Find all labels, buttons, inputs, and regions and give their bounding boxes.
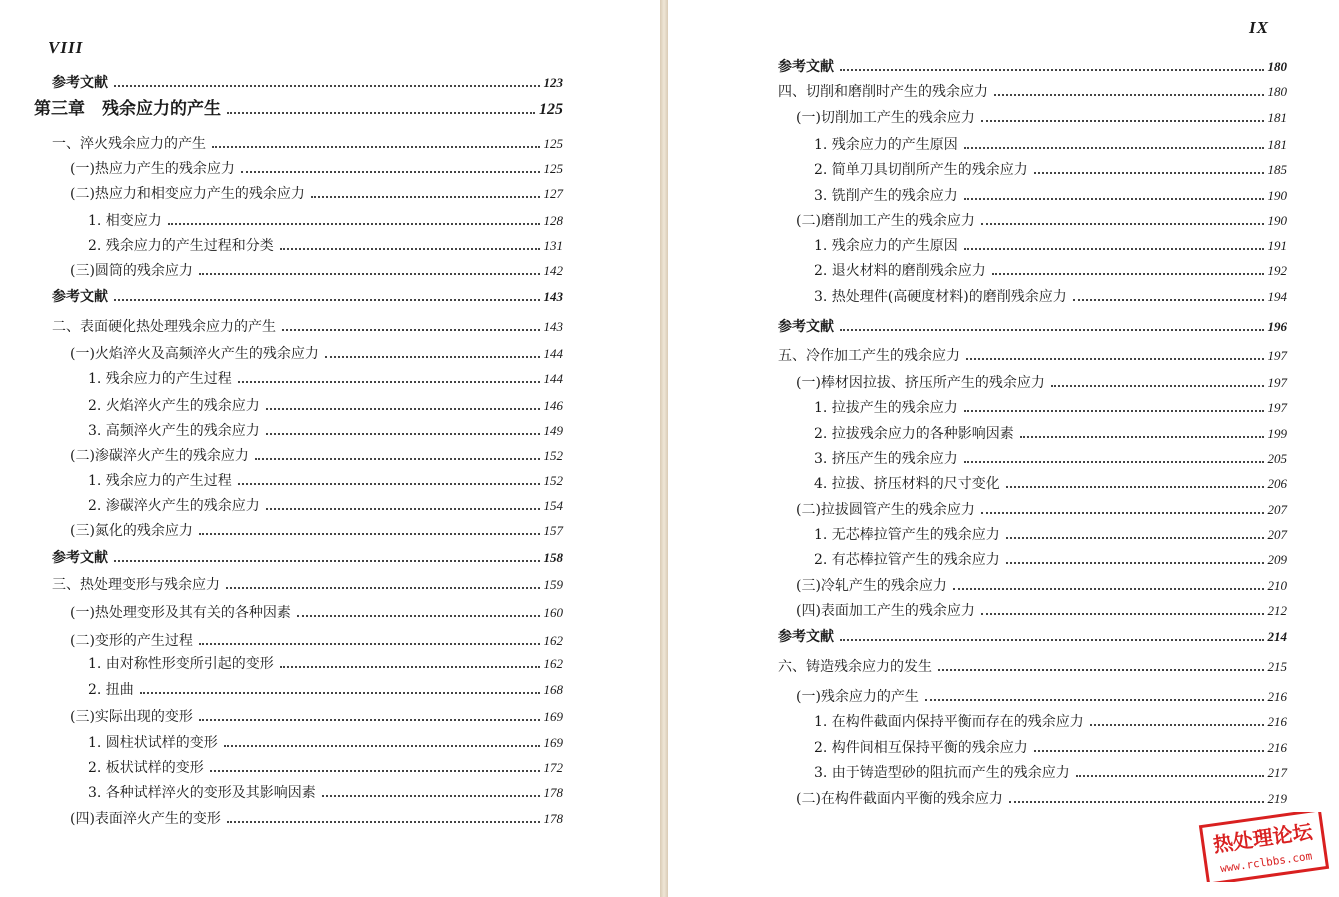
toc-entry xyxy=(52,549,563,567)
toc-entry xyxy=(778,83,1287,101)
toc-entry-page-number: 216 xyxy=(1267,689,1287,704)
toc-entry-title: (二)热应力和相变应力产生的残余应力 xyxy=(70,186,305,202)
toc-entry-title: 参考文献 xyxy=(52,289,108,305)
toc-entry-title: (四)表面加工产生的残余应力 xyxy=(796,603,975,619)
toc-entry-page-number: 191 xyxy=(1267,238,1287,253)
toc-entry-title: 参考文献 xyxy=(52,75,108,91)
toc-entry-page-number: 210 xyxy=(1267,578,1287,593)
toc-leader-dots xyxy=(981,613,1264,615)
toc-leader-dots xyxy=(1006,562,1264,564)
toc-entry-page-number: 190 xyxy=(1267,188,1287,203)
toc-entry-title: 2. 拉拔残余应力的各种影响因素 xyxy=(814,426,1014,442)
toc-entry xyxy=(88,237,563,255)
toc-entry xyxy=(88,681,563,699)
toc-leader-dots xyxy=(227,821,540,823)
toc-leader-dots xyxy=(297,615,540,617)
watermark-title: 热处理论坛 xyxy=(1211,819,1314,857)
toc-entry-page-number: 196 xyxy=(1267,319,1287,334)
toc-entry-title: 1. 残余应力的产生原因 xyxy=(814,238,958,254)
toc-entry-page-number: 158 xyxy=(543,550,563,565)
toc-leader-dots xyxy=(1020,436,1264,438)
toc-entry xyxy=(814,262,1287,280)
toc-leader-dots xyxy=(224,745,540,747)
toc-entry-page-number: 217 xyxy=(1267,765,1287,780)
toc-entry xyxy=(52,74,563,92)
toc-entry-page-number: 172 xyxy=(543,760,563,775)
toc-entry-page-number: 197 xyxy=(1267,375,1287,390)
toc-entry xyxy=(88,759,563,777)
toc-entry-title: 3. 由于铸造型砂的阻抗而产生的残余应力 xyxy=(814,765,1070,781)
toc-entry-page-number: 178 xyxy=(543,811,563,826)
toc-entry-page-number: 125 xyxy=(539,101,563,118)
toc-leader-dots xyxy=(226,587,540,589)
toc-leader-dots xyxy=(199,643,540,645)
toc-entry-title: 2. 退火材料的磨削残余应力 xyxy=(814,263,986,279)
toc-entry-page-number: 216 xyxy=(1267,740,1287,755)
toc-entry-title: (二)磨削加工产生的残余应力 xyxy=(796,213,975,229)
toc-leader-dots xyxy=(266,508,540,510)
right-page-folio: IX xyxy=(1249,18,1269,37)
toc-entry xyxy=(814,551,1287,569)
toc-entry xyxy=(70,632,563,650)
toc-entry xyxy=(88,497,563,515)
toc-entry xyxy=(796,501,1287,519)
toc-entry xyxy=(814,475,1287,493)
toc-entry-page-number: 146 xyxy=(543,398,563,413)
toc-entry-title: (一)热处理变形及其有关的各种因素 xyxy=(70,605,291,621)
toc-leader-dots xyxy=(199,273,540,275)
toc-leader-dots xyxy=(953,588,1264,590)
toc-entry-page-number: 152 xyxy=(543,448,563,463)
toc-entry-title: (四)表面淬火产生的变形 xyxy=(70,811,221,827)
toc-leader-dots xyxy=(1006,537,1264,539)
toc-entry-page-number: 162 xyxy=(543,656,563,671)
toc-entry xyxy=(778,318,1287,336)
toc-entry-page-number: 207 xyxy=(1267,502,1287,517)
toc-entry-title: (二)拉拔圆管产生的残余应力 xyxy=(796,502,975,518)
toc-leader-dots xyxy=(280,248,540,250)
toc-leader-dots xyxy=(1034,750,1264,752)
toc-entry-title: 参考文献 xyxy=(778,629,834,645)
toc-entry-page-number: 127 xyxy=(543,186,563,201)
toc-leader-dots xyxy=(981,120,1264,122)
toc-leader-dots xyxy=(1076,775,1264,777)
toc-entry xyxy=(778,628,1287,646)
toc-entry-title: 3. 各种试样淬火的变形及其影响因素 xyxy=(88,785,316,801)
toc-entry-title: 2. 扭曲 xyxy=(88,682,134,698)
toc-entry xyxy=(88,422,563,440)
toc-entry xyxy=(814,713,1287,731)
toc-leader-dots xyxy=(255,458,540,460)
toc-entry xyxy=(814,288,1287,306)
toc-entry-page-number: 143 xyxy=(543,289,563,304)
toc-leader-dots xyxy=(238,483,540,485)
toc-entry-title: 1. 圆柱状试样的变形 xyxy=(88,735,218,751)
toc-leader-dots xyxy=(994,94,1264,96)
toc-entry xyxy=(34,100,563,119)
page-gutter xyxy=(660,0,668,897)
toc-entry-title: 五、冷作加工产生的残余应力 xyxy=(778,348,960,364)
toc-entry-page-number: 206 xyxy=(1267,476,1287,491)
toc-entry xyxy=(778,658,1287,676)
toc-leader-dots xyxy=(322,795,540,797)
toc-entry-title: 1. 残余应力的产生原因 xyxy=(814,137,958,153)
toc-leader-dots xyxy=(1051,385,1264,387)
toc-entry-page-number: 180 xyxy=(1267,84,1287,99)
toc-entry-title: 四、切削和磨削时产生的残余应力 xyxy=(778,84,988,100)
toc-leader-dots xyxy=(280,666,540,668)
toc-entry-title: 1. 残余应力的产生过程 xyxy=(88,473,232,489)
toc-entry-page-number: 215 xyxy=(1267,659,1287,674)
toc-leader-dots xyxy=(114,85,540,87)
toc-leader-dots xyxy=(964,410,1264,412)
toc-entry-title: 参考文献 xyxy=(778,59,834,75)
toc-entry xyxy=(814,187,1287,205)
left-page-folio: VIII xyxy=(48,38,84,57)
toc-entry xyxy=(796,790,1287,808)
toc-entry-title: 二、表面硬化热处理残余应力的产生 xyxy=(52,319,276,335)
toc-leader-dots xyxy=(964,248,1264,250)
toc-entry-page-number: 123 xyxy=(543,75,563,90)
toc-leader-dots xyxy=(1073,299,1264,301)
toc-entry-title: (二)变形的产生过程 xyxy=(70,633,193,649)
toc-leader-dots xyxy=(238,381,540,383)
toc-entry-title: 2. 残余应力的产生过程和分类 xyxy=(88,238,274,254)
toc-leader-dots xyxy=(992,273,1264,275)
toc-entry xyxy=(70,345,563,363)
toc-entry-page-number: 128 xyxy=(543,213,563,228)
toc-entry-title: 参考文献 xyxy=(52,550,108,566)
toc-entry-title: 2. 火焰淬火产生的残余应力 xyxy=(88,398,260,414)
toc-entry-title: 六、铸造残余应力的发生 xyxy=(778,659,932,675)
toc-entry xyxy=(70,447,563,465)
toc-entry-title: 一、淬火残余应力的产生 xyxy=(52,136,206,152)
toc-leader-dots xyxy=(840,69,1264,71)
toc-entry-page-number: 181 xyxy=(1267,137,1287,152)
left-page xyxy=(0,0,660,897)
toc-leader-dots xyxy=(140,692,540,694)
toc-leader-dots xyxy=(114,560,540,562)
toc-entry xyxy=(814,526,1287,544)
toc-entry-title: 第三章 残余应力的产生 xyxy=(34,99,221,119)
toc-entry xyxy=(70,262,563,280)
toc-entry-page-number: 131 xyxy=(543,238,563,253)
toc-entry-page-number: 160 xyxy=(543,605,563,620)
toc-leader-dots xyxy=(1006,486,1264,488)
toc-entry-title: 2. 构件间相互保持平衡的残余应力 xyxy=(814,740,1028,756)
toc-entry xyxy=(70,604,563,622)
toc-entry xyxy=(88,212,563,230)
toc-entry xyxy=(88,370,563,388)
toc-entry-page-number: 192 xyxy=(1267,263,1287,278)
toc-entry-title: 1. 拉拔产生的残余应力 xyxy=(814,400,958,416)
toc-leader-dots xyxy=(241,171,540,173)
toc-entry-page-number: 162 xyxy=(543,633,563,648)
toc-entry xyxy=(88,784,563,802)
toc-leader-dots xyxy=(938,669,1264,671)
toc-entry-title: 1. 在构件截面内保持平衡而存在的残余应力 xyxy=(814,714,1084,730)
toc-entry-title: 3. 热处理件(高硬度材料)的磨削残余应力 xyxy=(814,289,1067,305)
toc-leader-dots xyxy=(840,329,1264,331)
toc-entry-page-number: 209 xyxy=(1267,552,1287,567)
toc-entry-title: (一)残余应力的产生 xyxy=(796,689,919,705)
toc-entry xyxy=(796,577,1287,595)
toc-entry-page-number: 125 xyxy=(543,136,563,151)
toc-leader-dots xyxy=(966,358,1264,360)
toc-leader-dots xyxy=(199,533,540,535)
toc-entry xyxy=(814,161,1287,179)
toc-leader-dots xyxy=(1090,724,1264,726)
toc-leader-dots xyxy=(964,198,1264,200)
toc-entry xyxy=(52,318,563,336)
toc-entry-page-number: 142 xyxy=(543,263,563,278)
toc-entry-page-number: 199 xyxy=(1267,426,1287,441)
toc-entry-title: 2. 板状试样的变形 xyxy=(88,760,204,776)
toc-entry xyxy=(52,135,563,153)
toc-entry-page-number: 149 xyxy=(543,423,563,438)
toc-entry-page-number: 197 xyxy=(1267,348,1287,363)
toc-entry-page-number: 205 xyxy=(1267,451,1287,466)
toc-entry-page-number: 197 xyxy=(1267,400,1287,415)
toc-entry xyxy=(796,374,1287,392)
toc-entry xyxy=(796,109,1287,127)
toc-leader-dots xyxy=(325,356,540,358)
toc-leader-dots xyxy=(114,299,540,301)
toc-entry xyxy=(88,472,563,490)
right-page xyxy=(668,0,1339,897)
toc-leader-dots xyxy=(311,196,540,198)
toc-entry-title: 三、热处理变形与残余应力 xyxy=(52,577,220,593)
toc-entry-title: 3. 挤压产生的残余应力 xyxy=(814,451,958,467)
toc-entry-page-number: 168 xyxy=(543,682,563,697)
toc-entry xyxy=(52,576,563,594)
toc-entry-title: (一)火焰淬火及高频淬火产生的残余应力 xyxy=(70,346,319,362)
toc-entry-page-number: 194 xyxy=(1267,289,1287,304)
toc-entry-page-number: 144 xyxy=(543,371,563,386)
toc-entry-page-number: 216 xyxy=(1267,714,1287,729)
toc-entry-title: 2. 渗碳淬火产生的残余应力 xyxy=(88,498,260,514)
toc-entry-title: 参考文献 xyxy=(778,319,834,335)
toc-leader-dots xyxy=(210,770,540,772)
toc-entry xyxy=(796,688,1287,706)
toc-entry xyxy=(778,347,1287,365)
toc-entry-page-number: 152 xyxy=(543,473,563,488)
toc-leader-dots xyxy=(266,408,540,410)
toc-entry xyxy=(52,288,563,306)
toc-entry xyxy=(814,739,1287,757)
toc-entry-page-number: 178 xyxy=(543,785,563,800)
toc-entry xyxy=(70,522,563,540)
toc-entry-title: (三)氮化的残余应力 xyxy=(70,523,193,539)
toc-entry-page-number: 144 xyxy=(543,346,563,361)
toc-leader-dots xyxy=(1034,172,1264,174)
toc-entry-page-number: 125 xyxy=(543,161,563,176)
toc-leader-dots xyxy=(199,719,540,721)
toc-entry xyxy=(70,160,563,178)
toc-leader-dots xyxy=(1009,801,1264,803)
toc-entry-title: 3. 铣削产生的残余应力 xyxy=(814,188,958,204)
toc-entry-page-number: 143 xyxy=(543,319,563,334)
toc-entry-title: (一)热应力产生的残余应力 xyxy=(70,161,235,177)
toc-entry-title: (三)圆筒的残余应力 xyxy=(70,263,193,279)
toc-entry-page-number: 169 xyxy=(543,735,563,750)
toc-entry xyxy=(796,212,1287,230)
toc-leader-dots xyxy=(964,147,1264,149)
toc-entry-page-number: 157 xyxy=(543,523,563,538)
toc-entry-title: (二)在构件截面内平衡的残余应力 xyxy=(796,791,1003,807)
toc-leader-dots xyxy=(981,512,1264,514)
toc-entry-title: 1. 由对称性形变所引起的变形 xyxy=(88,656,274,672)
toc-entry xyxy=(814,237,1287,255)
toc-leader-dots xyxy=(227,112,535,114)
toc-entry-title: 2. 有芯棒拉管产生的残余应力 xyxy=(814,552,1000,568)
toc-entry-title: (一)切削加工产生的残余应力 xyxy=(796,110,975,126)
toc-entry xyxy=(70,810,563,828)
toc-entry xyxy=(70,185,563,203)
toc-entry xyxy=(814,425,1287,443)
toc-entry-page-number: 180 xyxy=(1267,59,1287,74)
toc-leader-dots xyxy=(981,223,1264,225)
toc-entry-page-number: 154 xyxy=(543,498,563,513)
toc-entry xyxy=(814,450,1287,468)
toc-leader-dots xyxy=(925,699,1264,701)
toc-entry xyxy=(814,399,1287,417)
toc-entry-title: 1. 残余应力的产生过程 xyxy=(88,371,232,387)
toc-entry-title: 3. 高频淬火产生的残余应力 xyxy=(88,423,260,439)
watermark-stamp xyxy=(1198,812,1330,882)
toc-leader-dots xyxy=(266,433,540,435)
toc-entry-page-number: 219 xyxy=(1267,791,1287,806)
toc-entry-page-number: 159 xyxy=(543,577,563,592)
toc-entry xyxy=(88,734,563,752)
toc-entry-title: (三)冷轧产生的残余应力 xyxy=(796,578,947,594)
toc-entry xyxy=(814,136,1287,154)
toc-entry-page-number: 169 xyxy=(543,709,563,724)
toc-leader-dots xyxy=(282,329,540,331)
toc-entry-page-number: 185 xyxy=(1267,162,1287,177)
toc-entry-page-number: 212 xyxy=(1267,603,1287,618)
toc-entry xyxy=(88,655,563,673)
toc-entry-title: 1. 无芯棒拉管产生的残余应力 xyxy=(814,527,1000,543)
toc-entry xyxy=(88,397,563,415)
toc-entry-page-number: 207 xyxy=(1267,527,1287,542)
toc-entry-title: (二)渗碳淬火产生的残余应力 xyxy=(70,448,249,464)
toc-entry-page-number: 190 xyxy=(1267,213,1287,228)
toc-entry xyxy=(796,602,1287,620)
toc-entry-title: (一)棒材因拉拔、挤压所产生的残余应力 xyxy=(796,375,1045,391)
toc-entry-title: 4. 拉拔、挤压材料的尺寸变化 xyxy=(814,476,1000,492)
toc-leader-dots xyxy=(212,146,540,148)
toc-entry-title: 1. 相变应力 xyxy=(88,213,162,229)
watermark-url: www.rclbbs.com xyxy=(1219,849,1313,876)
toc-entry-page-number: 181 xyxy=(1267,110,1287,125)
toc-entry xyxy=(778,58,1287,76)
toc-entry-title: 2. 简单刀具切削所产生的残余应力 xyxy=(814,162,1028,178)
toc-leader-dots xyxy=(840,639,1264,641)
toc-entry xyxy=(70,708,563,726)
toc-entry xyxy=(814,764,1287,782)
toc-leader-dots xyxy=(168,223,540,225)
toc-entry-page-number: 214 xyxy=(1267,629,1287,644)
toc-entry-title: (三)实际出现的变形 xyxy=(70,709,193,725)
toc-leader-dots xyxy=(964,461,1264,463)
